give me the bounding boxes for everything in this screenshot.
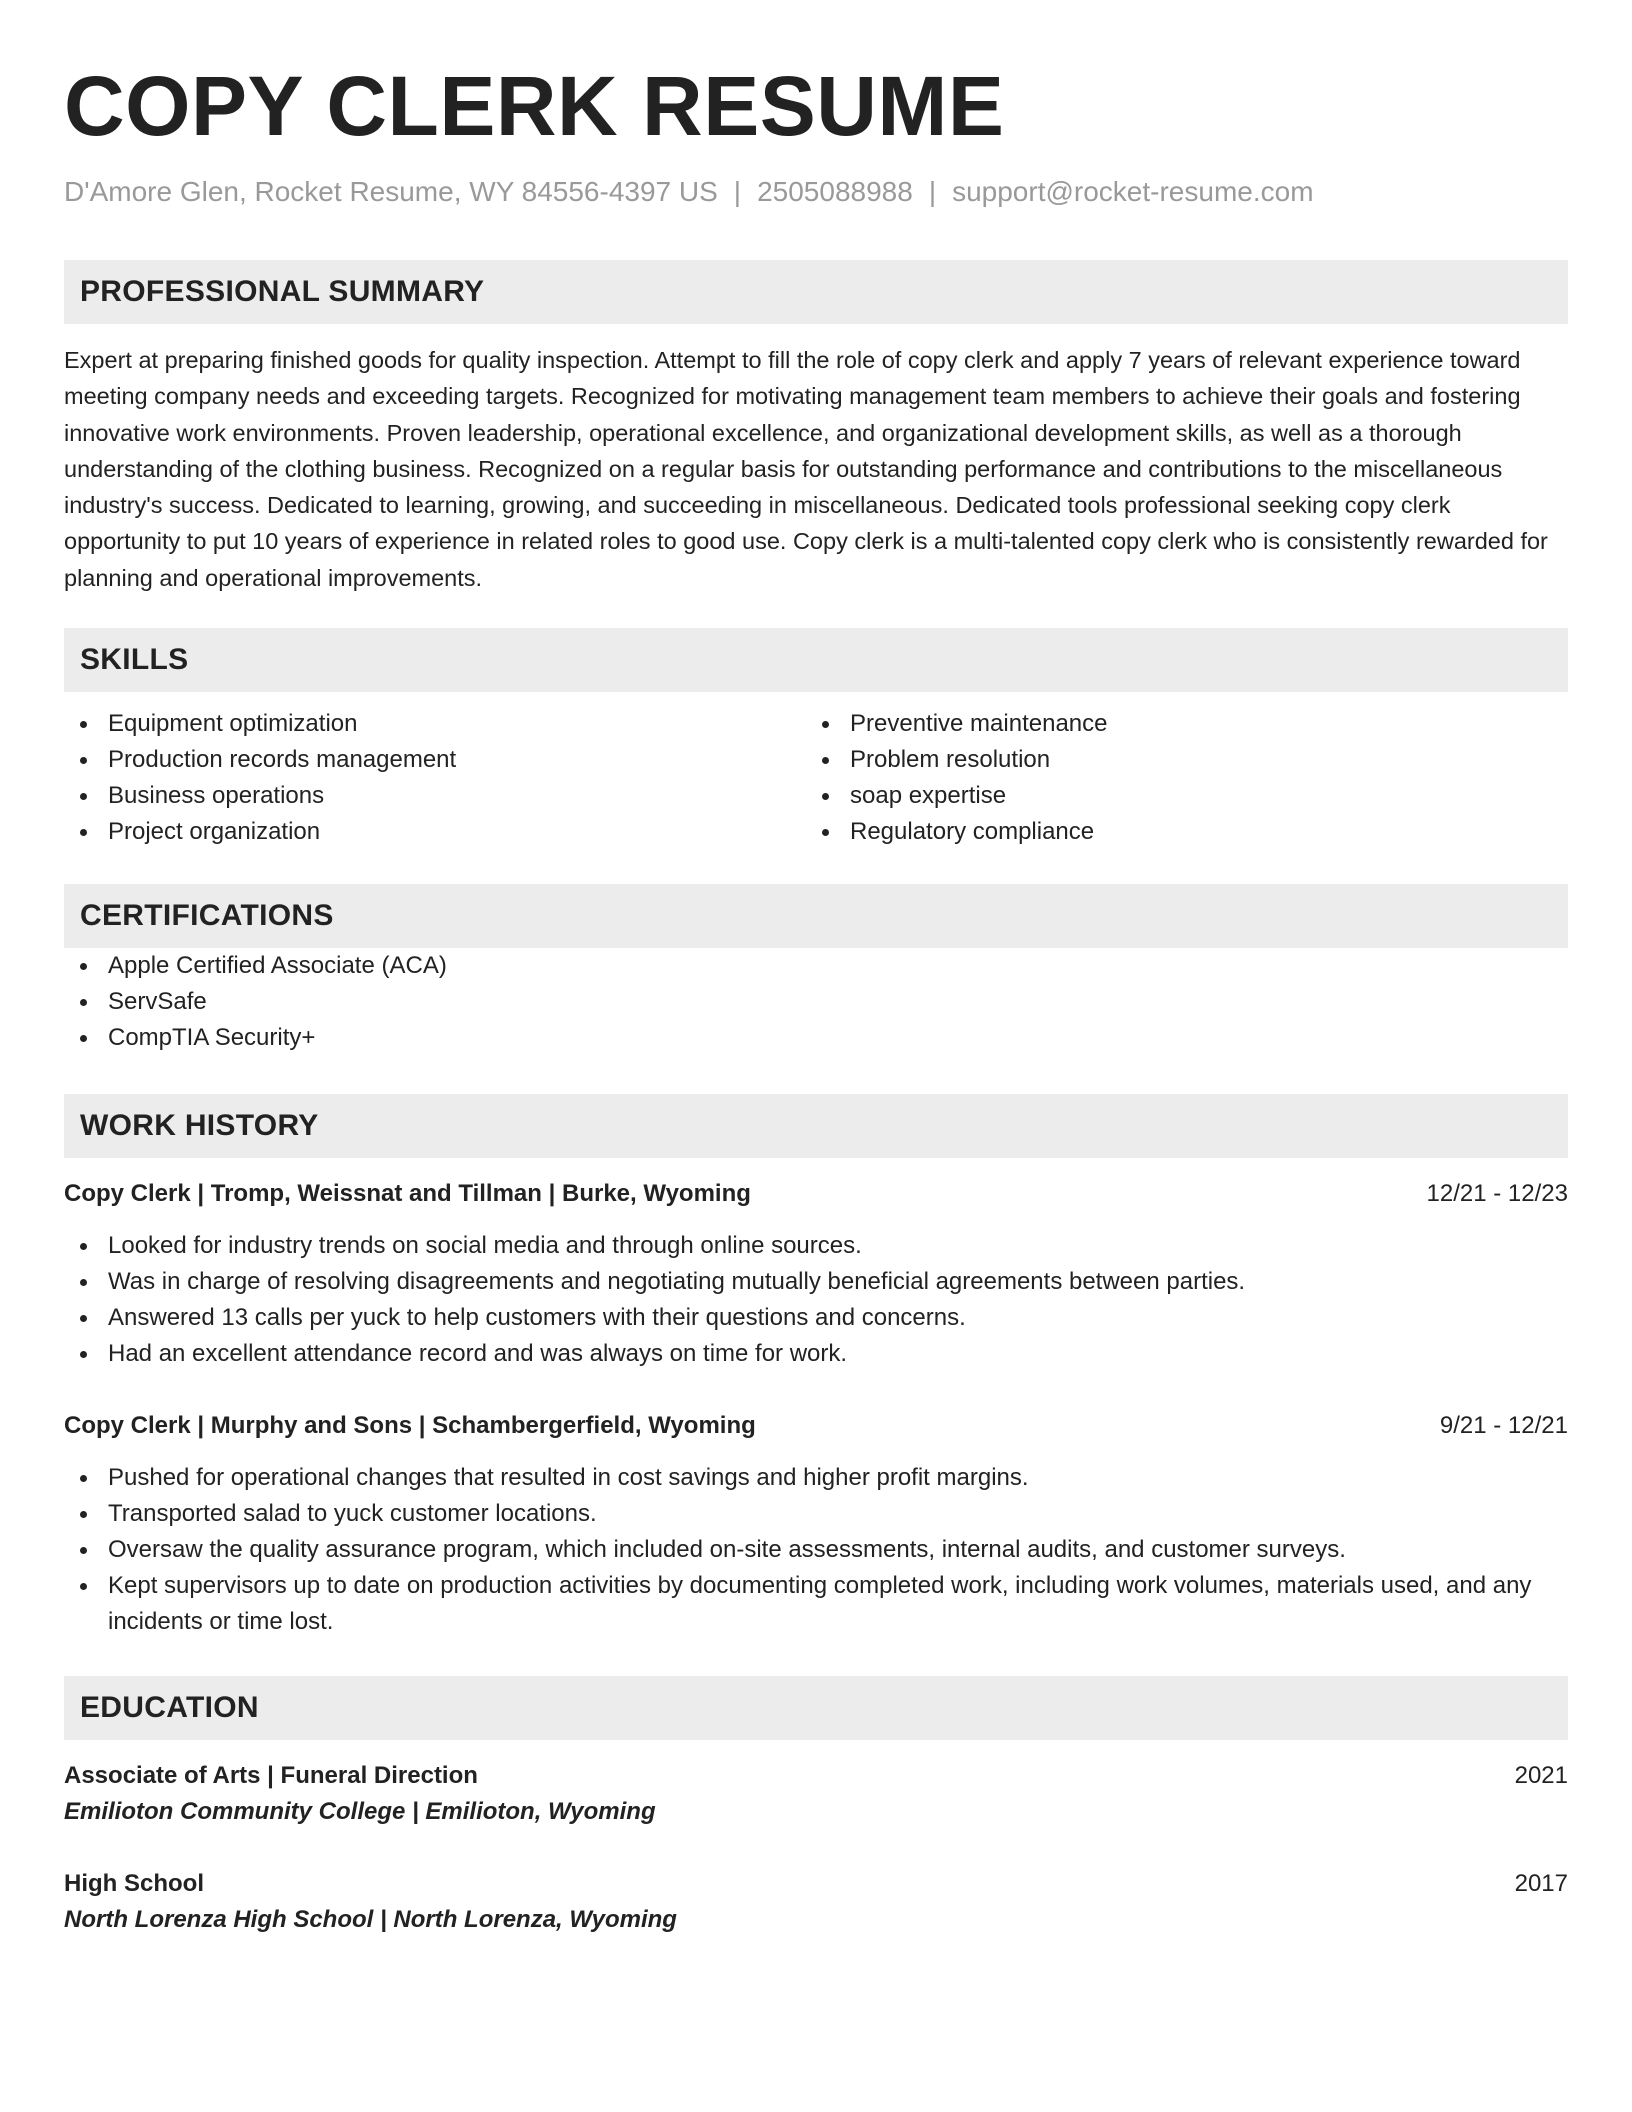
certifications-heading: CERTIFICATIONS <box>64 884 1568 948</box>
job-dates: 12/21 - 12/23 <box>1426 1180 1568 1208</box>
summary-text: Expert at preparing finished goods for quality inspection. Attempt to fill the role of copy clerk and apply 7 years of relevant experience toward meeting company needs and exceeding targets. Recognized for motivating management team members to achieve their goals and fostering innovative work environments. Proven leadership, operational excellence, and organizational development skills, as well as a thorough understanding of the clothing business. Recognized on a regular basis for outstanding performance and contributions to the miscellaneous industry's success. Dedicated to learning, growing, and succeeding in miscellaneous. Dedicated tools professional seeking copy clerk opportunity to put 10 years of experience in related roles to good use. Copy clerk is a multi-talented copy clerk who is consistently rewarded for planning and operational improvements. <box>64 347 1548 591</box>
certification-item: ServSafe <box>64 984 1568 1020</box>
education-title-row <box>64 1758 1568 1794</box>
contact-separator: | <box>733 176 742 207</box>
job-bullet: Transported salad to yuck customer locations. <box>64 1496 1568 1532</box>
job-entry <box>64 1408 1568 1640</box>
job-title-row <box>64 1408 1568 1444</box>
education-school: Emilioton Community College | Emilioton, Wyoming <box>64 1798 656 1826</box>
skill-item: Regulatory compliance <box>806 814 1548 850</box>
education-degree: Associate of Arts | Funeral Direction <box>64 1762 478 1790</box>
certification-item: CompTIA Security+ <box>64 1020 1568 1056</box>
education-year: 2021 <box>1514 1762 1568 1790</box>
education-title-row <box>64 1866 1568 1902</box>
contact-email: support@rocket-resume.com <box>952 176 1314 207</box>
contact-phone: 2505088988 <box>757 176 913 207</box>
education-entry <box>64 1866 1568 1938</box>
job-bullet: Was in charge of resolving disagreements and negotiating mutually beneficial agreements between parties. <box>64 1264 1568 1300</box>
skill-item: soap expertise <box>806 778 1548 814</box>
education-school: North Lorenza High School | North Lorenza, Wyoming <box>64 1906 677 1934</box>
skill-item: Preventive maintenance <box>806 706 1548 742</box>
skill-item: Problem resolution <box>806 742 1548 778</box>
skills-column-right <box>806 706 1548 850</box>
education-heading: EDUCATION <box>64 1676 1568 1740</box>
skills-column-left <box>64 706 806 850</box>
education-degree: High School <box>64 1870 204 1898</box>
job-dates: 9/21 - 12/21 <box>1439 1412 1568 1440</box>
job-entry <box>64 1176 1568 1372</box>
certifications-list <box>64 948 1568 1056</box>
skill-item: Production records management <box>64 742 806 778</box>
education-entry <box>64 1758 1568 1830</box>
contact-separator: | <box>928 176 937 207</box>
job-bullet: Had an excellent attendance record and was always on time for work. <box>64 1336 1568 1372</box>
job-bullet: Kept supervisors up to date on production activities by documenting completed work, including work volumes, materials used, and any incidents or time lost. <box>64 1568 1568 1640</box>
job-bullets <box>64 1228 1568 1372</box>
certification-item: Apple Certified Associate (ACA) <box>64 948 1568 984</box>
skill-item: Equipment optimization <box>64 706 806 742</box>
skills-heading: SKILLS <box>64 628 1568 692</box>
contact-address: D'Amore Glen, Rocket Resume, WY 84556-4397 US <box>64 176 718 207</box>
resume-title: COPY CLERK RESUME <box>64 59 1005 153</box>
summary-heading: PROFESSIONAL SUMMARY <box>64 260 1568 324</box>
job-bullets <box>64 1460 1568 1640</box>
education-year: 2017 <box>1514 1870 1568 1898</box>
job-bullet: Oversaw the quality assurance program, which included on-site assessments, internal audits, and customer surveys. <box>64 1532 1568 1568</box>
job-bullet: Looked for industry trends on social media and through online sources. <box>64 1228 1568 1264</box>
job-title-row <box>64 1176 1568 1212</box>
skill-item: Project organization <box>64 814 806 850</box>
job-bullet: Answered 13 calls per yuck to help customers with their questions and concerns. <box>64 1300 1568 1336</box>
job-title: Copy Clerk | Tromp, Weissnat and Tillman | Burke, Wyoming <box>64 1180 751 1208</box>
job-title: Copy Clerk | Murphy and Sons | Schambergerfield, Wyoming <box>64 1412 756 1440</box>
job-bullet: Pushed for operational changes that resulted in cost savings and higher profit margins. <box>64 1460 1568 1496</box>
skills-list <box>64 706 1568 850</box>
skill-item: Business operations <box>64 778 806 814</box>
contact-line <box>64 174 1568 210</box>
work-history-heading: WORK HISTORY <box>64 1094 1568 1158</box>
